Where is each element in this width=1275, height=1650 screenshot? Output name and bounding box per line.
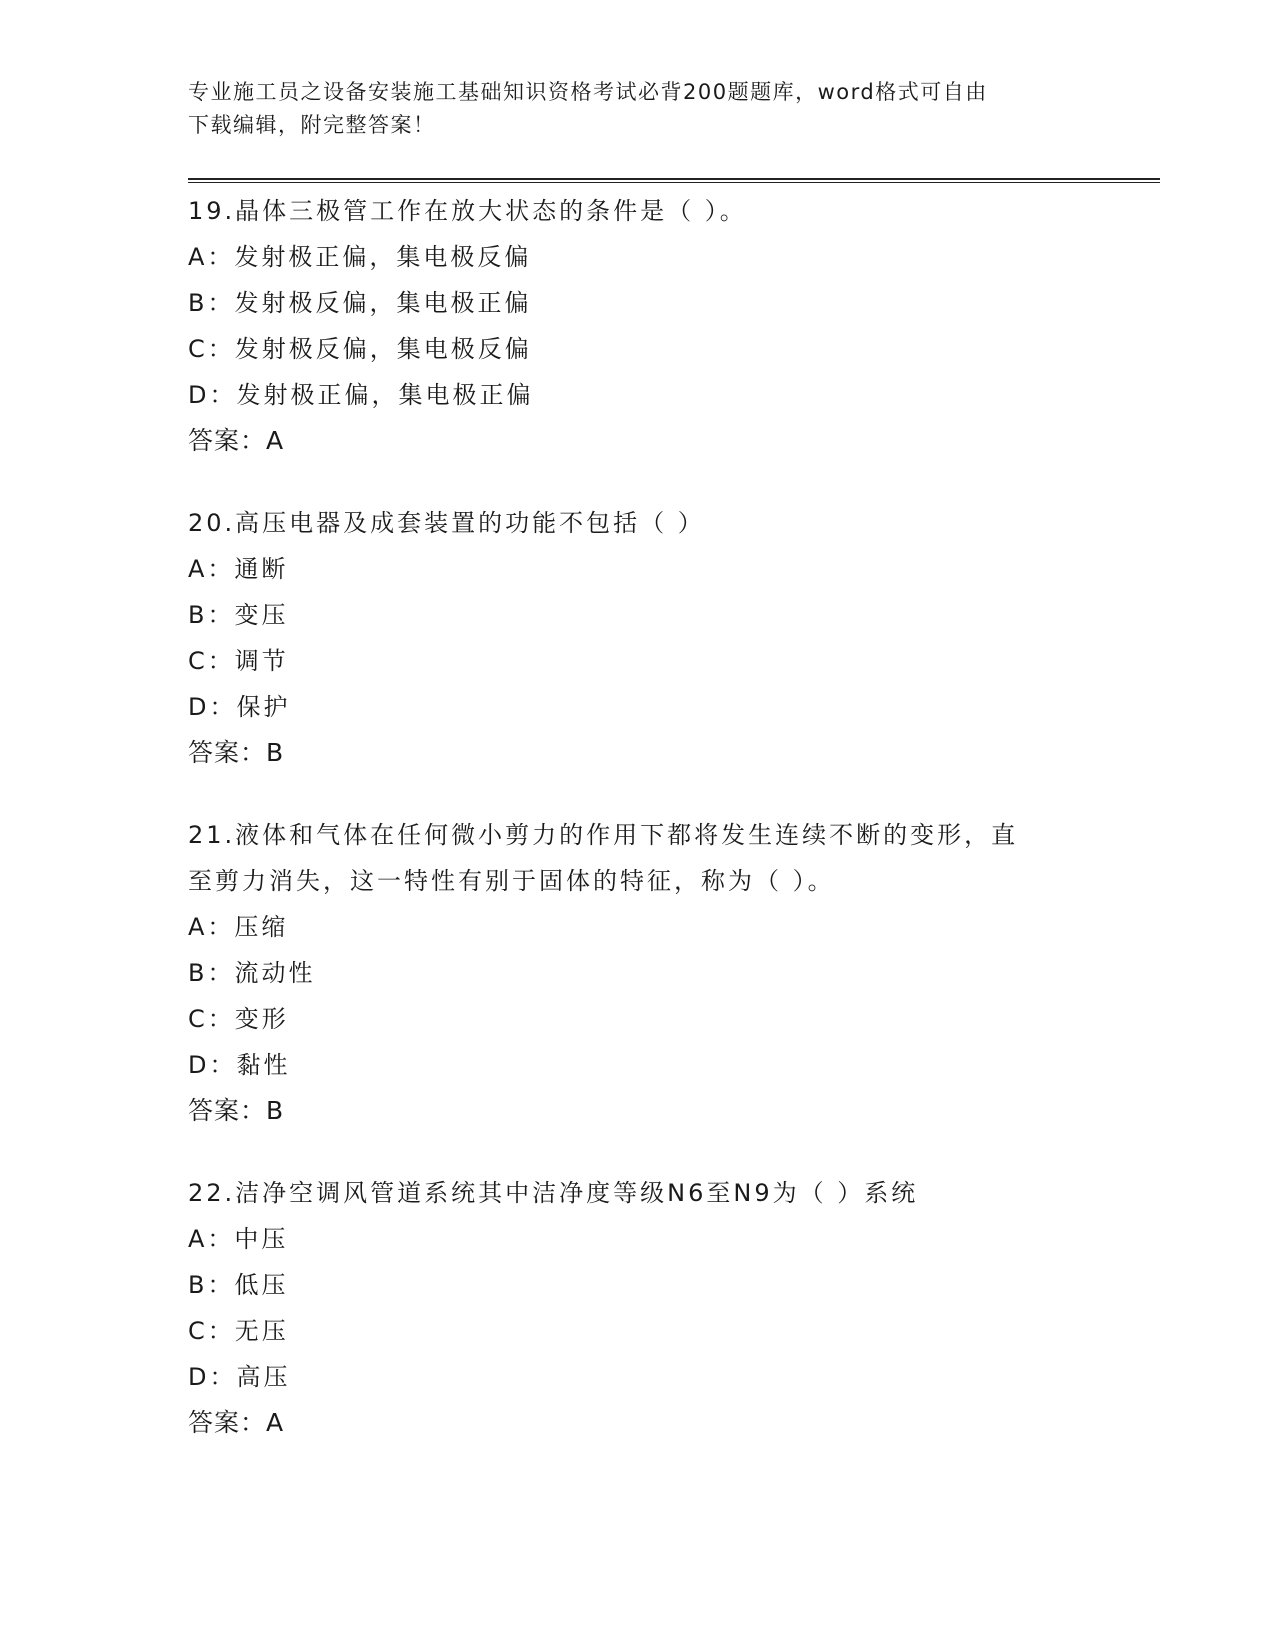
option-key: A： bbox=[188, 1225, 235, 1253]
option-key: A： bbox=[188, 555, 235, 583]
header-line-2: 下载编辑，附完整答案！ bbox=[188, 113, 436, 137]
option-key: C： bbox=[188, 335, 235, 363]
answer-option bbox=[188, 546, 1088, 592]
option-text: 变压 bbox=[234, 601, 289, 629]
question-stem bbox=[188, 188, 1088, 234]
answer-option bbox=[188, 638, 1088, 684]
answer-option bbox=[188, 1354, 1088, 1400]
answer-option bbox=[188, 1042, 1088, 1088]
question-list bbox=[188, 188, 1088, 1482]
answer-line: 答案：A bbox=[188, 1408, 285, 1437]
option-text: 高压 bbox=[236, 1363, 291, 1391]
option-key: B： bbox=[188, 601, 235, 629]
option-text: 低压 bbox=[234, 1271, 289, 1299]
question-stem-line: 19.晶体三极管工作在放大状态的条件是（ ）。 bbox=[188, 197, 747, 225]
question-stem-line: 至剪力消失，这一特性有别于固体的特征，称为（ ）。 bbox=[188, 867, 835, 895]
question-stem bbox=[188, 812, 1088, 904]
answer-option bbox=[188, 1216, 1088, 1262]
option-key: D： bbox=[188, 381, 237, 409]
option-text: 流动性 bbox=[234, 959, 316, 987]
answer-option bbox=[188, 904, 1088, 950]
option-key: A： bbox=[188, 913, 235, 941]
answer-option bbox=[188, 950, 1088, 996]
question-stem bbox=[188, 500, 1088, 546]
option-text: 保护 bbox=[236, 693, 291, 721]
question-block bbox=[188, 500, 1088, 776]
option-key: A： bbox=[188, 243, 235, 271]
question-stem-line: 22.洁净空调风管道系统其中洁净度等级N6至N9为（ ）系统 bbox=[188, 1179, 919, 1207]
answer-option bbox=[188, 326, 1088, 372]
option-key: D： bbox=[188, 693, 237, 721]
answer-option bbox=[188, 280, 1088, 326]
option-text: 发射极反偏，集电极反偏 bbox=[234, 335, 532, 363]
option-text: 发射极正偏，集电极正偏 bbox=[236, 381, 534, 409]
option-text: 发射极正偏，集电极反偏 bbox=[234, 243, 532, 271]
question-block bbox=[188, 812, 1088, 1134]
header-line-1: 专业施工员之设备安装施工基础知识资格考试必背200题题库，word格式可自由 bbox=[188, 80, 988, 104]
answer-option bbox=[188, 234, 1088, 280]
header-divider-thick bbox=[188, 178, 1160, 180]
answer-option bbox=[188, 1262, 1088, 1308]
option-text: 无压 bbox=[234, 1317, 289, 1345]
answer-option bbox=[188, 996, 1088, 1042]
option-key: C： bbox=[188, 647, 235, 675]
question-stem-line: 21.液体和气体在任何微小剪力的作用下都将发生连续不断的变形，直 bbox=[188, 821, 1019, 849]
answer-line: 答案：B bbox=[188, 738, 285, 767]
answer-option bbox=[188, 372, 1088, 418]
option-key: D： bbox=[188, 1051, 237, 1079]
answer-line: 答案：A bbox=[188, 426, 285, 455]
option-text: 压缩 bbox=[234, 913, 289, 941]
answer-option bbox=[188, 684, 1088, 730]
header-divider-thin bbox=[188, 182, 1160, 183]
question-block bbox=[188, 1170, 1088, 1446]
option-text: 通断 bbox=[234, 555, 289, 583]
question-stem bbox=[188, 1170, 1088, 1216]
option-key: C： bbox=[188, 1317, 235, 1345]
option-key: C： bbox=[188, 1005, 235, 1033]
option-key: D： bbox=[188, 1363, 237, 1391]
question-stem-line: 20.高压电器及成套装置的功能不包括（ ） bbox=[188, 509, 705, 537]
option-key: B： bbox=[188, 289, 235, 317]
option-text: 变形 bbox=[234, 1005, 289, 1033]
answer-option bbox=[188, 1308, 1088, 1354]
option-key: B： bbox=[188, 1271, 235, 1299]
option-text: 中压 bbox=[234, 1225, 289, 1253]
option-key: B： bbox=[188, 959, 235, 987]
option-text: 黏性 bbox=[236, 1051, 291, 1079]
option-text: 调节 bbox=[234, 647, 289, 675]
answer-option bbox=[188, 592, 1088, 638]
question-block bbox=[188, 188, 1088, 464]
document-header bbox=[188, 76, 1088, 142]
answer-line: 答案：B bbox=[188, 1096, 285, 1125]
option-text: 发射极反偏，集电极正偏 bbox=[234, 289, 532, 317]
